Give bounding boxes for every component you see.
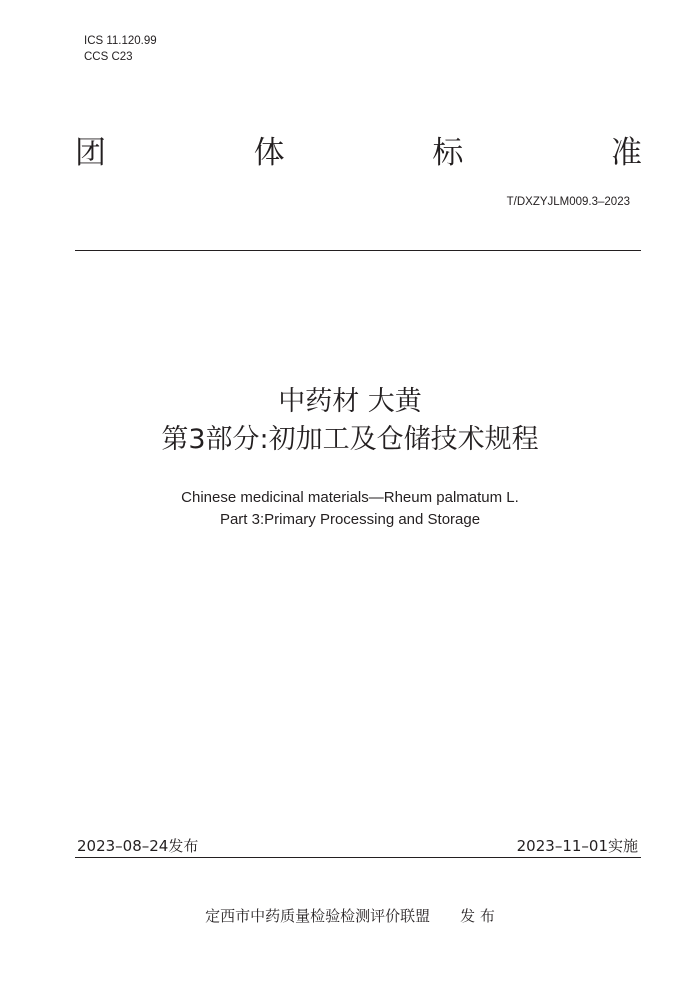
classification-codes: [84, 33, 157, 65]
standard-type-char: 体: [253, 135, 285, 171]
implementation-date: 2023–11–01实施: [516, 837, 638, 855]
standard-type-char: 标: [432, 135, 464, 171]
title-en-line2: Part 3:Primary Processing and Storage: [219, 511, 481, 528]
title-en-line1: Chinese medicinal materials—Rheum palmatum L.: [181, 489, 519, 506]
publisher-line: [0, 905, 700, 926]
issue-date: 2023–08–24发布: [77, 837, 199, 855]
publisher-name: 定西市中药质量检验检测评价联盟: [205, 907, 431, 925]
title-zh-line2: 第3部分:初加工及仓储技术规程: [161, 424, 539, 455]
publish-action: 发 布: [460, 907, 495, 925]
standard-code: T/DXZYJLM009.3–2023: [506, 196, 630, 208]
top-divider: [75, 250, 641, 251]
ics-code: ICS 11.120.99: [84, 35, 157, 47]
standard-type-char: 准: [610, 135, 642, 171]
title-zh-line1: 中药材 大黄: [278, 386, 422, 417]
bottom-divider: [75, 857, 641, 858]
standard-type-char: 团: [75, 135, 106, 171]
ccs-code: CCS C23: [84, 51, 133, 63]
standard-type-heading: [75, 135, 642, 171]
